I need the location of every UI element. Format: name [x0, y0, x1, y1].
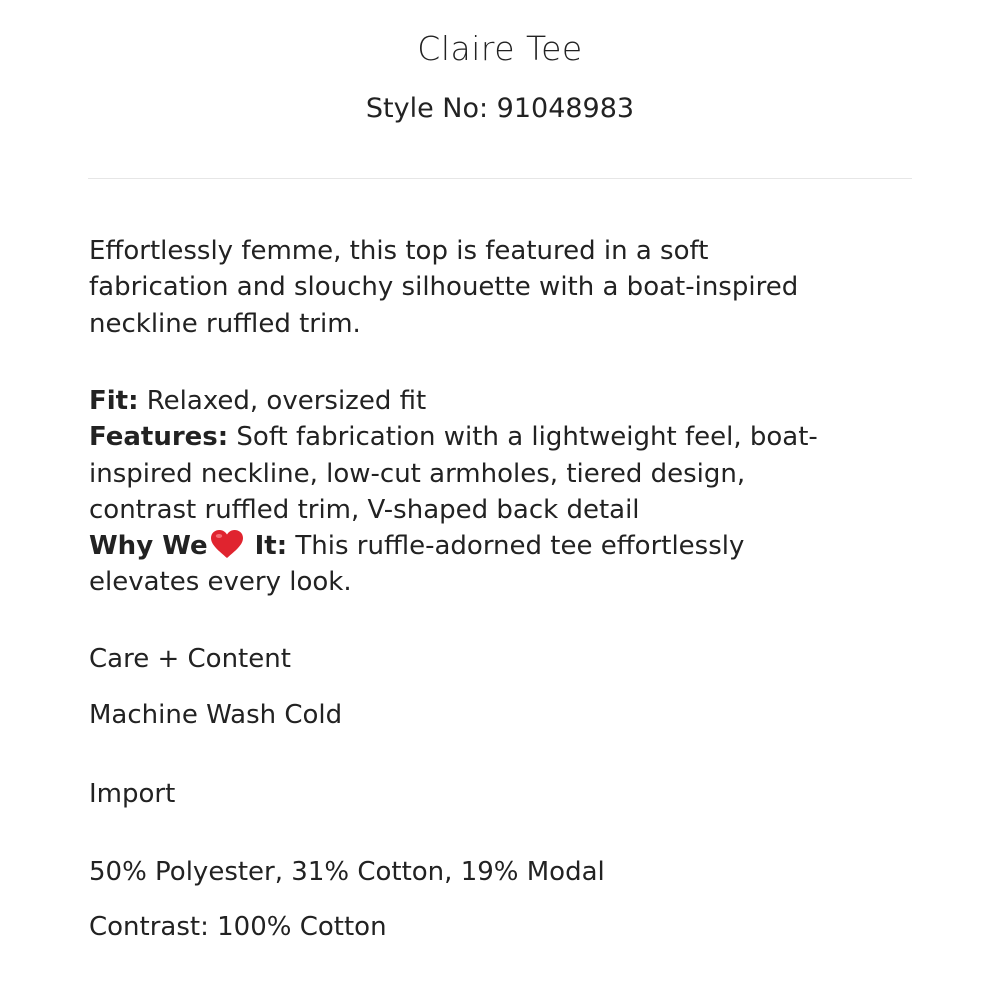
style-number: Style No: 91048983: [365, 93, 635, 124]
composition-text: 50% Polyester, 31% Cotton, 19% Modal: [89, 857, 605, 887]
features-row: [89, 419, 899, 455]
wash-instructions: Machine Wash Cold: [89, 700, 343, 730]
product-details: [89, 383, 899, 601]
description-line: fabrication and slouchy silhouette with a boat-inspired: [89, 272, 799, 303]
product-description: [89, 233, 889, 342]
features-label: Features:: [89, 422, 229, 453]
why-label: Why We: [89, 531, 208, 562]
description-line: Effortlessly femme, this top is featured in a soft: [89, 236, 709, 266]
contrast-composition: Contrast: 100% Cotton: [89, 912, 387, 942]
product-title: Claire Tee: [417, 29, 583, 68]
features-continuation: inspired neckline, low-cut armholes, tiered design,: [89, 458, 746, 489]
heart-highlight: [215, 534, 221, 538]
features-continuation: contrast ruffled trim, V-shaped back detail: [89, 494, 640, 525]
heart-shape: [211, 530, 243, 558]
features-value: Soft fabrication with a lightweight feel, boat-: [228, 422, 818, 453]
why-value: This ruffle-adorned tee effortlessly: [287, 531, 745, 562]
heart-svg: [210, 529, 244, 559]
fit-value: Relaxed, oversized fit: [138, 386, 427, 416]
why-label-end: It:: [245, 531, 288, 562]
care-heading: Care + Content: [89, 644, 291, 674]
origin-text: Import: [89, 779, 176, 809]
header-divider: [88, 178, 912, 179]
why-we-love-it-row: [89, 528, 899, 564]
fit-label: Fit:: [89, 386, 139, 416]
red-heart-icon: [210, 529, 244, 559]
description-line: neckline ruffled trim.: [89, 308, 361, 339]
why-continuation: elevates every look.: [89, 567, 352, 598]
fit-row: [89, 383, 899, 419]
